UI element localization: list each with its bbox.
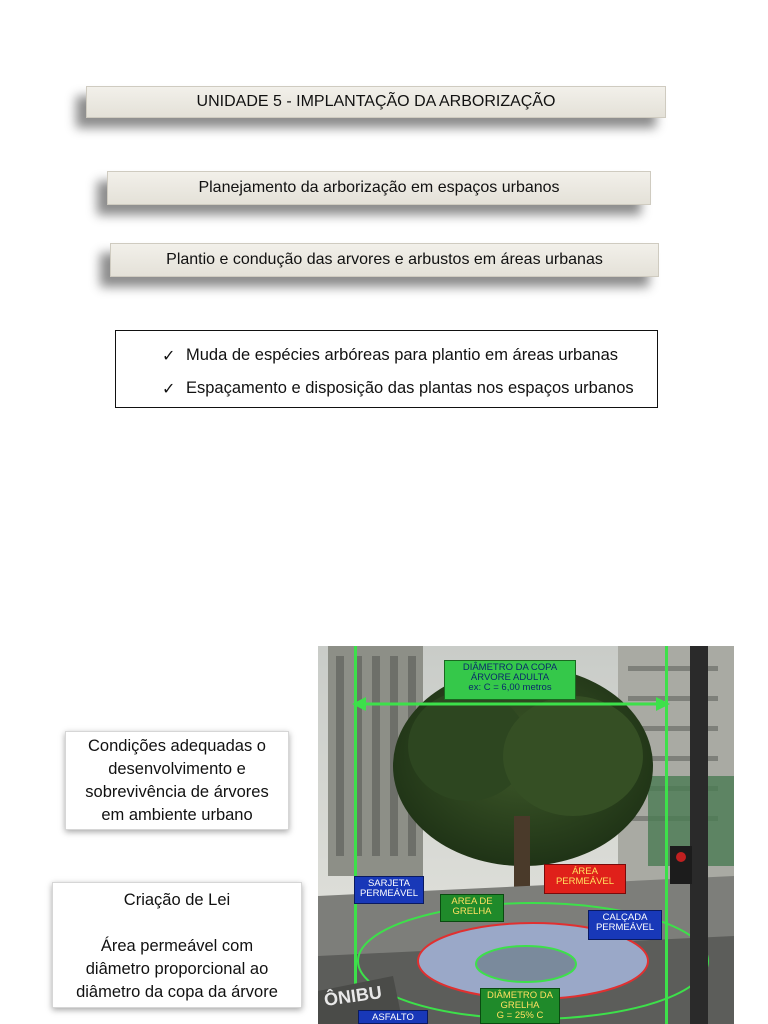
unit-title: UNIDADE 5 - IMPLANTAÇÃO DA ARBORIZAÇÃO [196,93,556,110]
callout-line: Área permeável com [100,937,254,955]
checklist-box [115,330,658,408]
callout-line: em ambiente urbano [101,806,253,824]
callout-line: diâmetro da copa da árvore [76,983,278,1001]
check-icon: ✓ [162,347,176,365]
unit-title-banner [86,86,666,118]
calcada-label: CALÇADA PERMEÁVEL [588,910,662,940]
tree-planting-diagram-photo [318,646,734,1024]
checklist-item-text: Muda de espécies arbóreas para plantio em áreas urbanas [186,346,619,364]
callout-line: desenvolvimento e [108,760,246,778]
checklist-item [162,339,657,372]
conditions-callout [65,731,289,830]
check-icon: ✓ [162,380,176,398]
road-marking-text: ÔNIBU [322,982,384,1010]
law-title: Criação de Lei [123,891,231,909]
grelha-area-label: AREA DE GRELHA [440,894,504,922]
canopy-diameter-label: DIÂMETRO DA COPA ÁRVORE ADULTA ex: C = 6,00 metros [444,660,576,700]
street-scene-illustration [318,646,734,1024]
sarjeta-label: SARJETA PERMEÁVEL [354,876,424,904]
law-callout [52,882,302,1008]
topic-banner-planting [110,243,659,277]
topic-planting: Plantio e condução das arvores e arbustos em áreas urbanas [166,251,603,268]
checklist-item-text: Espaçamento e disposição das plantas nos espaços urbanos [186,379,634,397]
callout-line: Condições adequadas o [88,737,266,755]
asphalt-label: ASFALTO [358,1010,428,1024]
callout-line: sobrevivência de árvores [85,783,269,801]
topic-banner-planning [107,171,651,205]
grelha-diameter-label: DIÂMETRO DA GRELHA G = 25% C [480,988,560,1024]
checklist-item [162,372,657,405]
topic-planning: Planejamento da arborização em espaços urbanos [198,179,560,196]
permeable-area-label: ÁREA PERMEÁVEL [544,864,626,894]
callout-line: diâmetro proporcional ao [85,960,269,978]
